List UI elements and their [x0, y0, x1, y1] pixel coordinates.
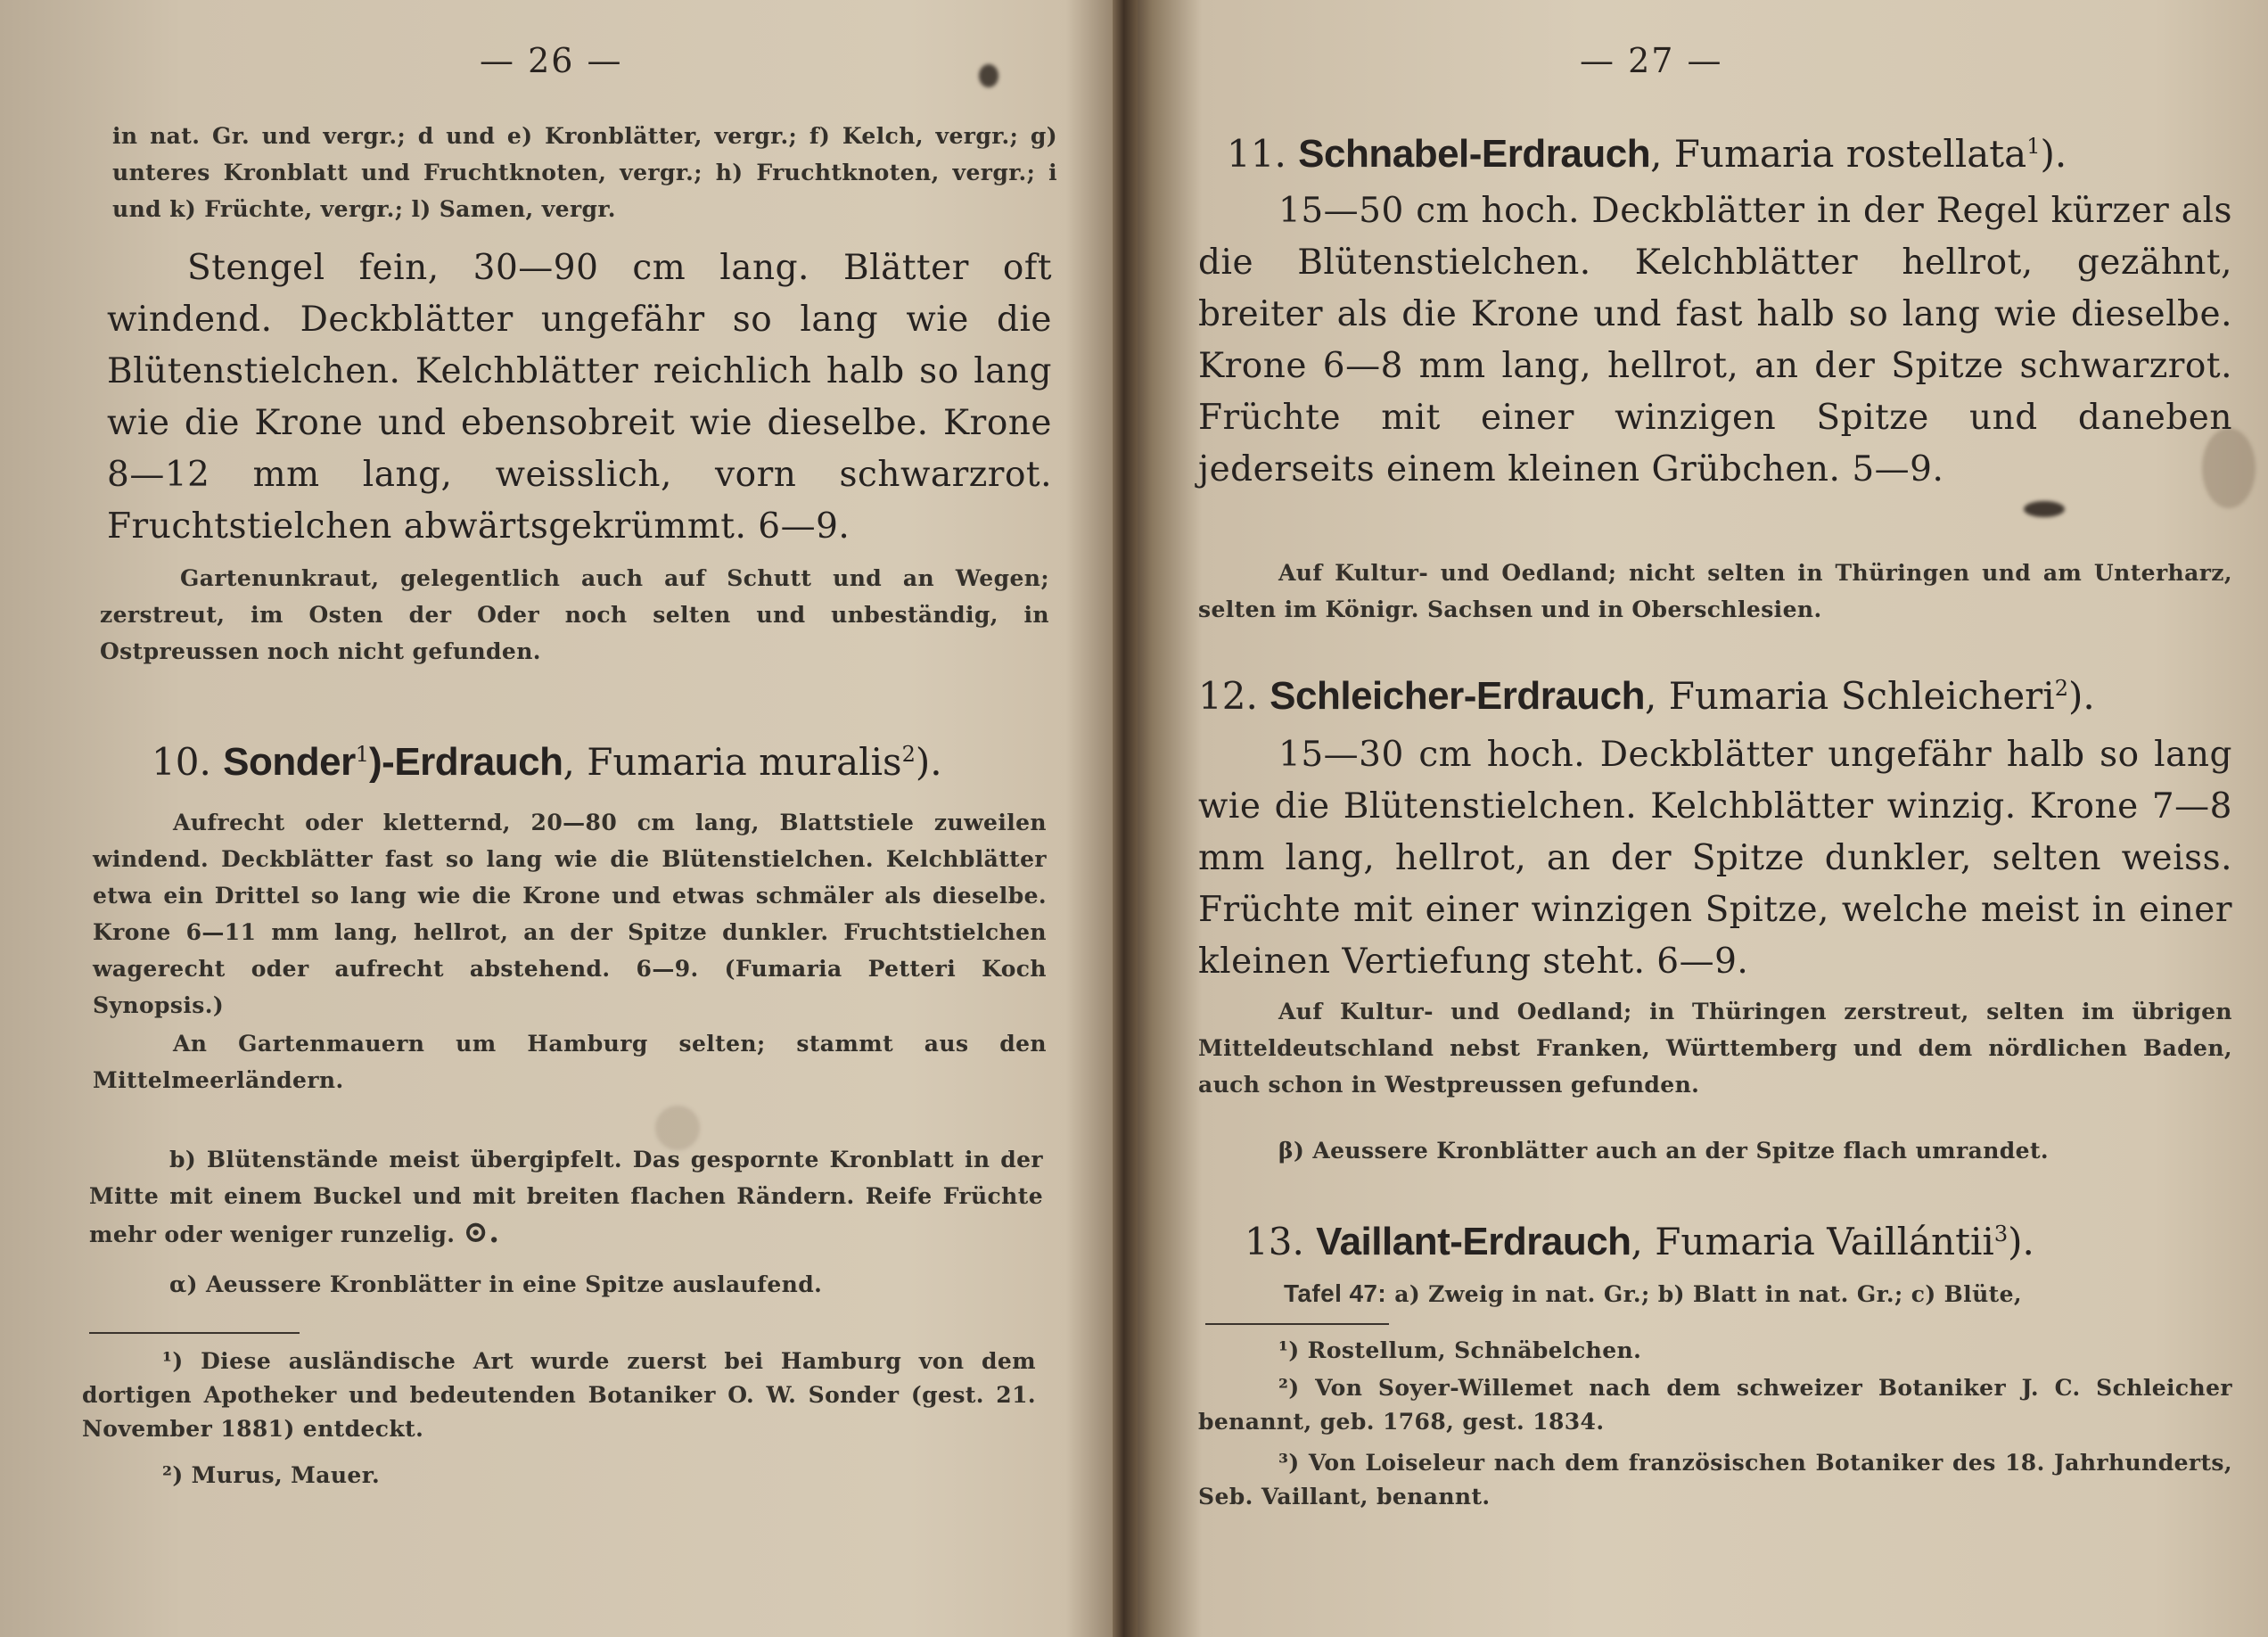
footnote-1: ¹) Diese ausländische Art wurde zuerst bei Hamburg von dem dortigen Apotheker und bedeutenden Botaniker O. W. Sonder (gest. 21. November 1881) entdeckt. [82, 1348, 1036, 1442]
species-9-habitat: Gartenunkraut, gelegentlich auch auf Schutt und an Wegen; zerstreut, im Osten der Oder noch selten und unbeständig, in Ostpreussen noch nicht gefunden. [100, 565, 1049, 664]
footnote-rule [1205, 1323, 1389, 1325]
species-11-description: 15—50 cm hoch. Deckblätter in der Regel kürzer als die Blütenstielchen. Kelchblätter hellrot, gezähnt, breiter als die Krone und fast halb so lang wie dieselbe. Krone 6—8 mm lang, hellrot, an der Spitze schwarzrot. Früchte mit einer winzigen Spitze und daneben jederseits einem kleinen Grübchen. 5—9. [1198, 191, 2232, 489]
species-number: 11. [1227, 132, 1286, 176]
species-latin-name: , Fumaria muralis [563, 740, 902, 784]
footnote-ref[interactable]: 1 [355, 742, 370, 767]
plate-caption [1284, 1275, 2232, 1312]
heading-close: ). [915, 740, 942, 784]
species-latin-name: , Fumaria Schleicheri [1645, 674, 2055, 718]
species-10-description: Aufrecht oder kletternd, 20—80 cm lang, Blattstiele zuweilen windend. Deckblätter fast so lang wie die Blütenstielchen. Kelchblätter etwa ein Drittel so lang wie die Krone und etwas schmäler als dieselbe. Krone 6—11 mm lang, hellrot, an der Spitze dunkler. Fruchtstielchen wagerecht oder aufrecht abstehend. 6—9. (Fumaria Petteri Koch Synopsis.) [93, 810, 1047, 1018]
heading-close: ). [2008, 1220, 2034, 1263]
section-beta: β) Aeussere Kronblätter auch an der Spitze flach umrandet. [1278, 1138, 2050, 1164]
species-12-heading [1198, 663, 2095, 721]
species-11-habitat: Auf Kultur- und Oedland; nicht selten in Thüringen und am Unterharz, selten im Königr. Sachsen und in Oberschlesien. [1198, 560, 2232, 622]
footnote-2: ²) Von Soyer-Willemet nach dem schweizer Botaniker J. C. Schleicher benannt, geb. 1768, gest. 1834. [1198, 1375, 2232, 1435]
section-b-description [89, 1141, 1043, 1253]
species-latin-name: , Fumaria rostellata [1650, 132, 2027, 176]
page-number: — 27 — [1580, 41, 1723, 80]
species-10-habitat: An Gartenmauern um Hamburg selten; stammt aus den Mittelmeerländern. [93, 1031, 1047, 1093]
species-9-description: Stengel fein, 30—90 cm lang. Blätter oft windend. Deckblätter ungefähr so lang wie die Blütenstielchen. Kelchblätter reichlich halb so lang wie die Krone und ebensobreit wie dieselbe. Krone 8—12 mm lang, weisslich, vorn schwarzrot. Fruchtstielchen abwärtsgekrümmt. 6—9. [107, 248, 1052, 547]
right-page [1138, 0, 2268, 1637]
species-common-name: Vaillant-Erdrauch [1316, 1220, 1631, 1263]
species-common-name: Schleicher-Erdrauch [1270, 674, 1646, 718]
species-10-heading [152, 729, 942, 787]
footnote-ref[interactable]: 2 [901, 742, 916, 767]
species-number: 12. [1198, 674, 1258, 718]
section-b-text: b) Blütenstände meist übergipfelt. Das gespornte Kronblatt in der Mitte mit einem Buckel und mit breiten flachen Rändern. Reife Früchte mehr oder weniger runzelig. [89, 1147, 1043, 1247]
species-11-heading [1227, 121, 2067, 179]
plate-label: Tafel 47: [1284, 1279, 1387, 1307]
caption-continuation: in nat. Gr. und vergr.; d und e) Kronblätter, vergr.; f) Kelch, vergr.; g) unteres Kronblatt und Fruchtknoten, vergr.; h) Fruchtknoten, vergr.; i und k) Früchte, vergr.; l) Samen, vergr. [112, 123, 1057, 222]
footnote-ref[interactable]: 3 [1993, 1222, 2009, 1246]
book-spine [1113, 0, 1138, 1637]
footnote-1: ¹) Rostellum, Schnäbelchen. [1278, 1337, 1642, 1363]
page-number: — 26 — [480, 41, 623, 80]
species-13-heading [1245, 1209, 2034, 1267]
heading-close: ). [2040, 132, 2067, 176]
biennial-symbol: ⊙. [463, 1214, 500, 1250]
species-common-name: Sonder [223, 740, 356, 784]
species-number: 10. [152, 740, 211, 784]
footnote-ref[interactable]: 1 [2026, 134, 2041, 159]
species-12-habitat: Auf Kultur- und Oedland; in Thüringen zerstreut, selten im übrigen Mitteldeutschland nebst Franken, Württemberg und dem nördlichen Baden, auch schon in Westpreussen gefunden. [1198, 999, 2232, 1098]
species-common-name: Schnabel-Erdrauch [1298, 132, 1651, 176]
footnote-ref[interactable]: 2 [2054, 676, 2068, 701]
heading-close: ). [2067, 674, 2095, 718]
left-page [0, 0, 1113, 1637]
species-latin-name: , Fumaria Vaillántii [1631, 1220, 1994, 1263]
footnote-rule [89, 1332, 300, 1334]
species-12-description: 15—30 cm hoch. Deckblätter ungefähr halb so lang wie die Blütenstielchen. Kelchblätter winzig. Krone 7—8 mm lang, hellrot, an der Spitze dunkler, selten weiss. Früchte mit einer winzigen Spitze, welche meist in einer kleinen Vertiefung steht. 6—9. [1198, 735, 2232, 982]
footnote-2: ²) Murus, Mauer. [162, 1462, 381, 1488]
species-name-suffix: )-Erdrauch [369, 740, 563, 784]
plate-text: a) Zweig in nat. Gr.; b) Blatt in nat. Gr.; c) Blüte, [1394, 1281, 2023, 1307]
section-alpha: α) Aeussere Kronblätter in eine Spitze auslaufend. [169, 1271, 823, 1297]
species-number: 13. [1245, 1220, 1304, 1263]
footnote-3: ³) Von Loiseleur nach dem französischen Botaniker des 18. Jahrhunderts, Seb. Vaillant, benannt. [1198, 1450, 2232, 1509]
